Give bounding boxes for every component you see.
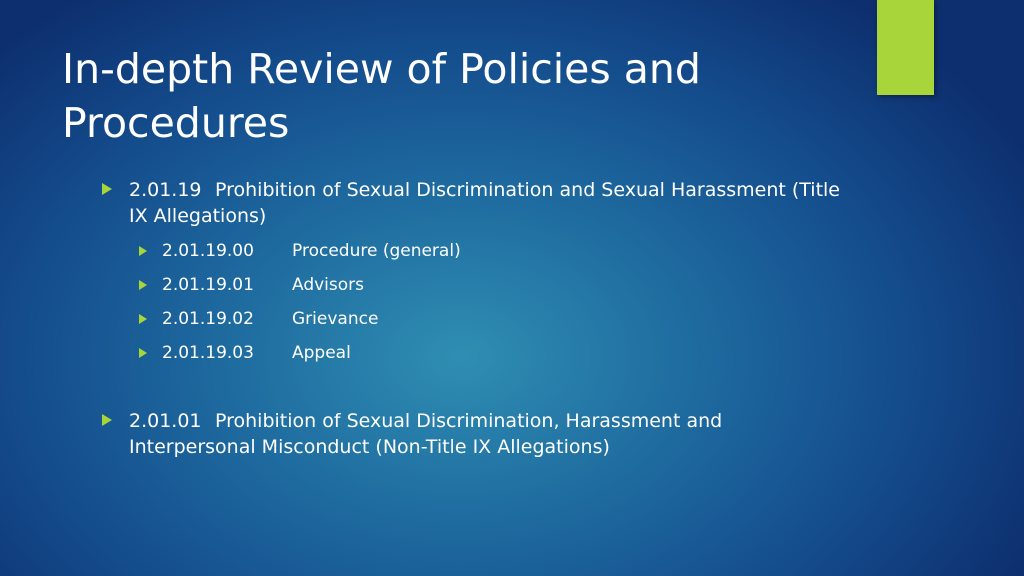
policy-code: 2.01.19: [129, 179, 202, 201]
policy-code: 2.01.01: [129, 410, 202, 432]
procedure-code: 2.01.19.00: [162, 241, 254, 261]
policy-text: Prohibition of Sexual Discrimination, Harassment and Interpersonal Misconduct (Non-Title IX Allegations): [129, 410, 723, 458]
sub-list-item: [162, 342, 351, 364]
triangle-right-icon: [139, 348, 147, 358]
procedure-label: Procedure (general): [292, 241, 461, 261]
sub-list-item: [162, 308, 378, 330]
procedure-code: 2.01.19.02: [162, 309, 254, 329]
triangle-right-icon: [139, 246, 147, 256]
procedure-code: 2.01.19.03: [162, 343, 254, 363]
sub-list-item: [162, 274, 364, 296]
triangle-right-icon: [102, 183, 112, 195]
procedure-label: Advisors: [292, 275, 365, 295]
triangle-right-icon: [102, 414, 112, 426]
procedure-label: Grievance: [292, 309, 379, 329]
triangle-right-icon: [139, 314, 147, 324]
list-item: [129, 408, 849, 460]
sub-list-item: [162, 240, 461, 262]
list-item: [129, 177, 849, 229]
slide-title: In-depth Review of Policies and Procedures: [62, 45, 701, 147]
procedure-label: Appeal: [292, 343, 351, 363]
policy-text: Prohibition of Sexual Discrimination and Sexual Harassment (Title IX Allegations): [129, 179, 840, 227]
triangle-right-icon: [139, 280, 147, 290]
procedure-code: 2.01.19.01: [162, 275, 254, 295]
